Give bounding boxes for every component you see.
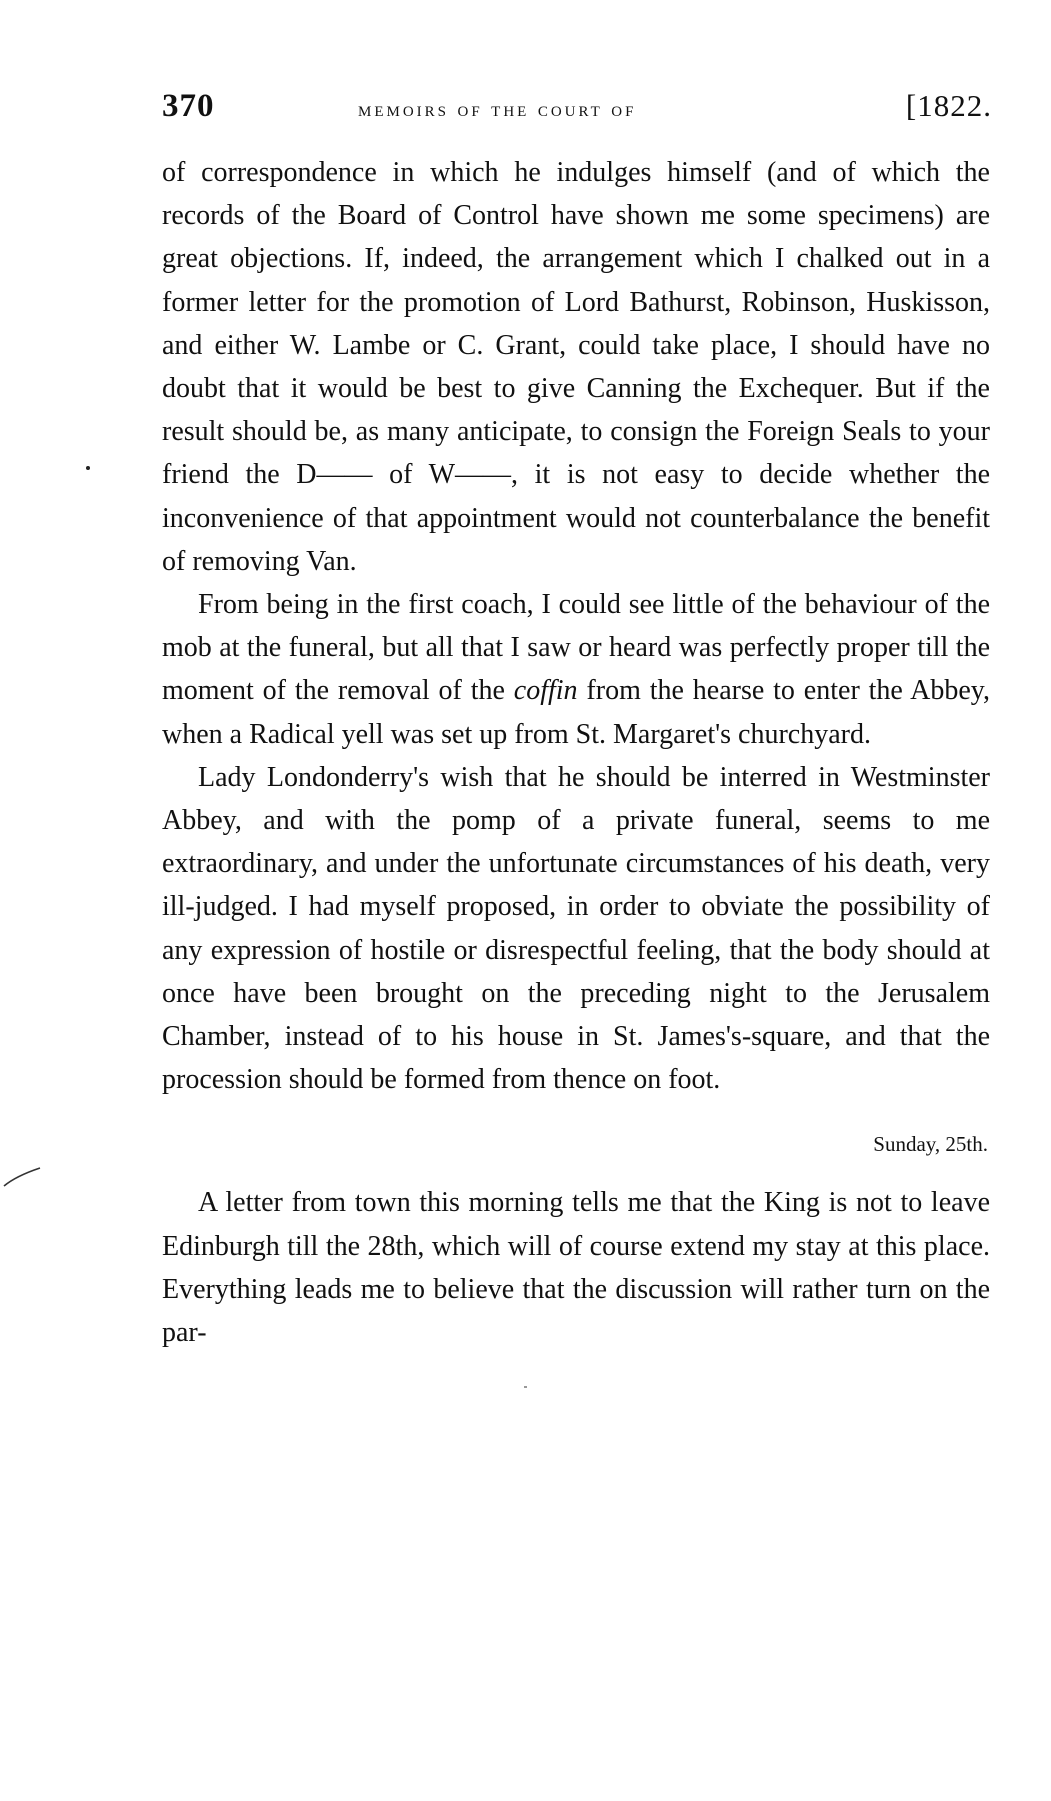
paragraph-funeral-part-2: from the hearse to enter the Abbey, when a Radical yell was set up from St. Margaret's churchyard. (162, 675, 990, 750)
paragraph-letter: A letter from town this morning tells me that the King is not to leave Edinburgh till the 28th, which will of course extend my stay at this place. Everything leads me to believe that the discussion will rather turn on the par- (162, 1187, 990, 1349)
italic-word-coffin: coffin (513, 675, 578, 707)
paragraph-continuation: of correspondence in which he indulges himself (and of which the records of the Board of Control have shown me some specimens) are great objections. If, indeed, the arrangement which I chalked out in a former letter for the promotion of Lord Bathurst, Robinson, Huskisson, and either W. Lambe or C. Grant, could take place, I should have no doubt that it would be best to give Canning the Exchequer. But if the result should be, as many anticipate, to consign the Foreign Seals to your friend the D—— of W——, it is not easy to decide whether the inconvenience of that appointment would not counterbalance the benefit of removing Van. (162, 157, 990, 577)
paragraph-funeral (162, 583, 990, 756)
margin-dot-mark (86, 466, 90, 470)
running-year: [1822. (905, 88, 992, 123)
paragraph-lady-londonderry: Lady Londonderry's wish that he should be interred in Westminster Abbey, and with the pomp of a private funeral, seems to me extraordinary, and under the unfortunate circumstances of his death, very ill-judged. I had myself proposed, in order to obviate the possibility of any expression of hostile or disrespectful feeling, that the body should at once have been brought on the preceding night to the Jerusalem Chamber, instead of to his house in St. James's-square, and that the procession should be formed from thence on foot. (162, 761, 990, 1096)
paper-speck (524, 1386, 527, 1388)
margin-pencil-mark (2, 1166, 42, 1188)
running-title: memoirs of the court of (358, 96, 637, 121)
page-number: 370 (162, 88, 215, 124)
paragraph-funeral-part-1: From being in the first coach, I could see little of the behaviour of the mob at the funeral, but all that I saw or heard was perfectly proper till the moment of the removal of the (162, 589, 990, 707)
body-text (162, 151, 990, 1354)
date-heading: Sunday, 25th. (873, 1132, 988, 1157)
page-header (158, 88, 992, 128)
